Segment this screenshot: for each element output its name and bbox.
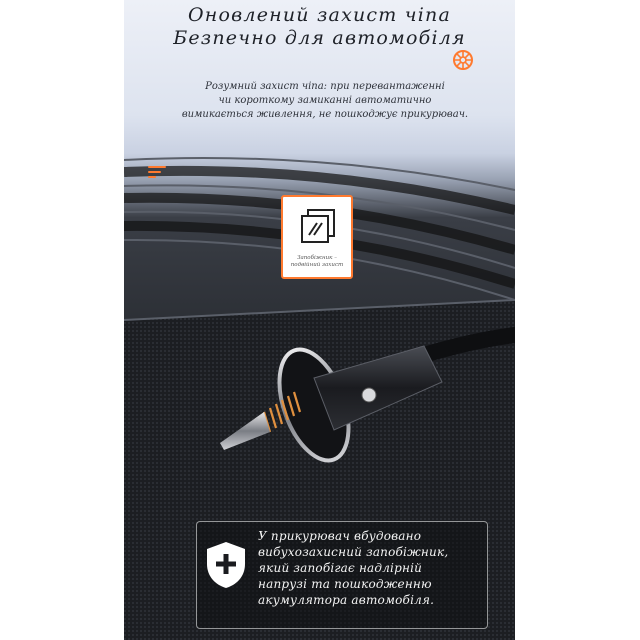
description-text [160, 80, 490, 122]
shield-plus-icon [203, 540, 249, 590]
description-line: Розумний захист чіпа: при перевантаженні [205, 81, 445, 92]
info-text [258, 528, 483, 608]
description-line: чи короткому замиканні автоматично [218, 95, 432, 106]
info-line: акумулятора автомобіля. [258, 593, 435, 607]
fuse-caption [283, 255, 351, 269]
title-line-1: Оновлений захист чіпа [188, 4, 451, 26]
title-line-2: Безпечно для автомобіля [173, 27, 466, 49]
fuse-caption-line: подвійний захист [290, 262, 344, 268]
product-poster [124, 0, 515, 640]
accent-lines-icon [148, 166, 166, 180]
fuse-icon [299, 207, 337, 245]
info-line: вибухозахисний запобіжник, [258, 545, 449, 559]
info-line: У прикурювач вбудовано [258, 529, 422, 543]
info-line: напрузі та пошкодженню [258, 577, 432, 591]
fuse-caption-line: Запобіжник – [297, 255, 337, 261]
description-line: вимикається живлення, не пошкоджує прикурювач. [181, 109, 469, 120]
fuse-badge [281, 195, 353, 279]
info-line: який запобігає надлірній [258, 561, 423, 575]
gear-icon [451, 48, 475, 72]
